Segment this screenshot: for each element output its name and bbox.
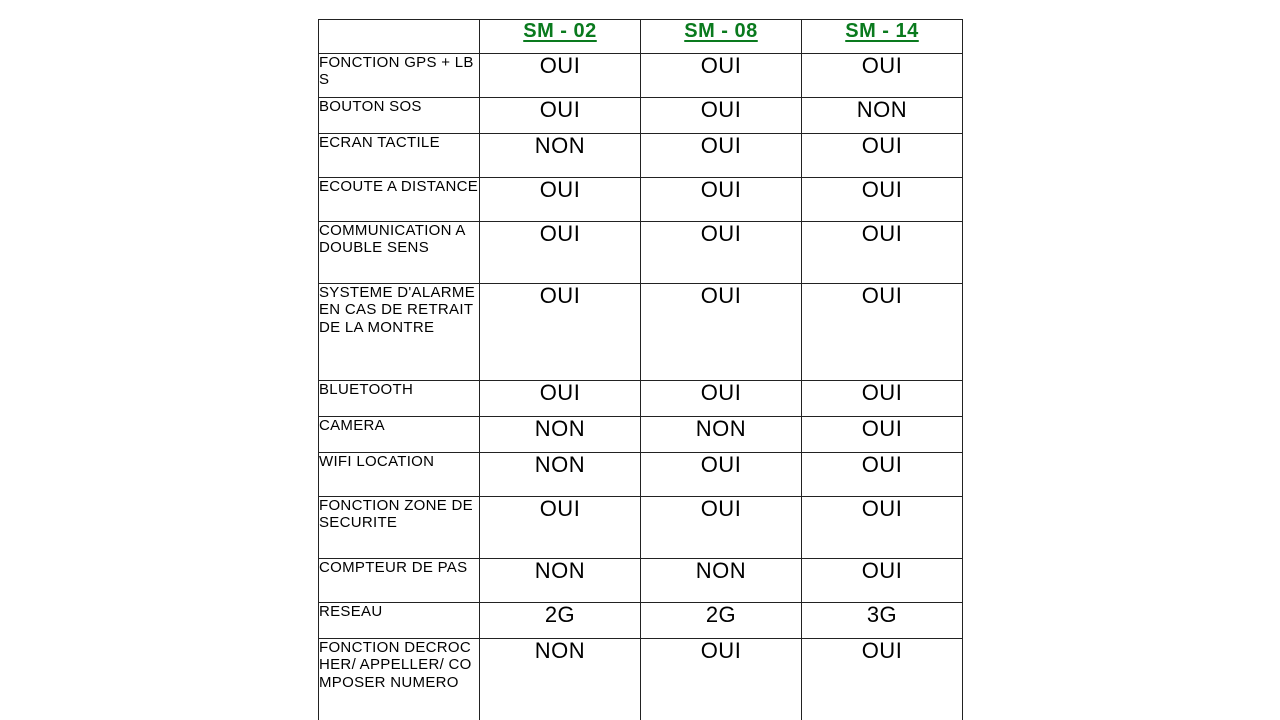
value-cell: OUI <box>480 222 641 284</box>
value-cell: OUI <box>802 284 963 381</box>
table-row <box>319 497 963 559</box>
value-cell: OUI <box>802 639 963 720</box>
value-cell: OUI <box>480 381 641 417</box>
table-row <box>319 417 963 453</box>
value-cell: NON <box>641 417 802 453</box>
feature-label: BLUETOOTH <box>319 381 480 417</box>
table-row <box>319 559 963 603</box>
value-cell: NON <box>480 134 641 178</box>
value-cell: OUI <box>641 381 802 417</box>
table-row <box>319 54 963 98</box>
feature-label: SYSTEME D'ALARME EN CAS DE RETRAIT DE LA MONTRE <box>319 284 480 381</box>
value-cell: OUI <box>802 559 963 603</box>
table-row <box>319 453 963 497</box>
comparison-table <box>318 19 963 720</box>
value-cell: NON <box>802 98 963 134</box>
feature-label: FONCTION DECROCHER/ APPELLER/ COMPOSER NUMERO <box>319 639 480 720</box>
value-cell: OUI <box>802 178 963 222</box>
value-cell: OUI <box>802 381 963 417</box>
feature-label: COMMUNICATION A DOUBLE SENS <box>319 222 480 284</box>
value-cell: OUI <box>641 222 802 284</box>
value-cell: OUI <box>641 453 802 497</box>
value-cell: OUI <box>802 222 963 284</box>
value-cell: OUI <box>641 98 802 134</box>
feature-label: FONCTION GPS + LBS <box>319 54 480 98</box>
table-row <box>319 98 963 134</box>
header-row <box>319 20 963 54</box>
table-row <box>319 639 963 720</box>
table-row <box>319 134 963 178</box>
value-cell: OUI <box>480 178 641 222</box>
feature-label: ECOUTE A DISTANCE <box>319 178 480 222</box>
value-cell: OUI <box>641 134 802 178</box>
value-cell: OUI <box>802 134 963 178</box>
value-cell: NON <box>480 559 641 603</box>
table-row <box>319 178 963 222</box>
value-cell: OUI <box>641 639 802 720</box>
value-cell: OUI <box>641 54 802 98</box>
value-cell: OUI <box>480 284 641 381</box>
feature-label: WIFI LOCATION <box>319 453 480 497</box>
table-row <box>319 381 963 417</box>
table-row <box>319 222 963 284</box>
value-cell: NON <box>641 559 802 603</box>
feature-label: ECRAN TACTILE <box>319 134 480 178</box>
value-cell: OUI <box>802 497 963 559</box>
value-cell: 3G <box>802 603 963 639</box>
value-cell: 2G <box>641 603 802 639</box>
corner-cell <box>319 20 480 54</box>
feature-label: COMPTEUR DE PAS <box>319 559 480 603</box>
value-cell: OUI <box>480 98 641 134</box>
value-cell: OUI <box>641 178 802 222</box>
value-cell: OUI <box>802 453 963 497</box>
value-cell: NON <box>480 453 641 497</box>
feature-label: BOUTON SOS <box>319 98 480 134</box>
value-cell: OUI <box>480 497 641 559</box>
value-cell: OUI <box>641 284 802 381</box>
table-row <box>319 603 963 639</box>
column-header-sm08: SM - 08 <box>641 20 802 54</box>
feature-label: FONCTION ZONE DE SECURITE <box>319 497 480 559</box>
value-cell: NON <box>480 639 641 720</box>
column-header-sm02: SM - 02 <box>480 20 641 54</box>
value-cell: OUI <box>802 417 963 453</box>
value-cell: NON <box>480 417 641 453</box>
table-row <box>319 284 963 381</box>
value-cell: 2G <box>480 603 641 639</box>
column-header-sm14: SM - 14 <box>802 20 963 54</box>
feature-label: CAMERA <box>319 417 480 453</box>
value-cell: OUI <box>802 54 963 98</box>
value-cell: OUI <box>480 54 641 98</box>
value-cell: OUI <box>641 497 802 559</box>
feature-label: RESEAU <box>319 603 480 639</box>
